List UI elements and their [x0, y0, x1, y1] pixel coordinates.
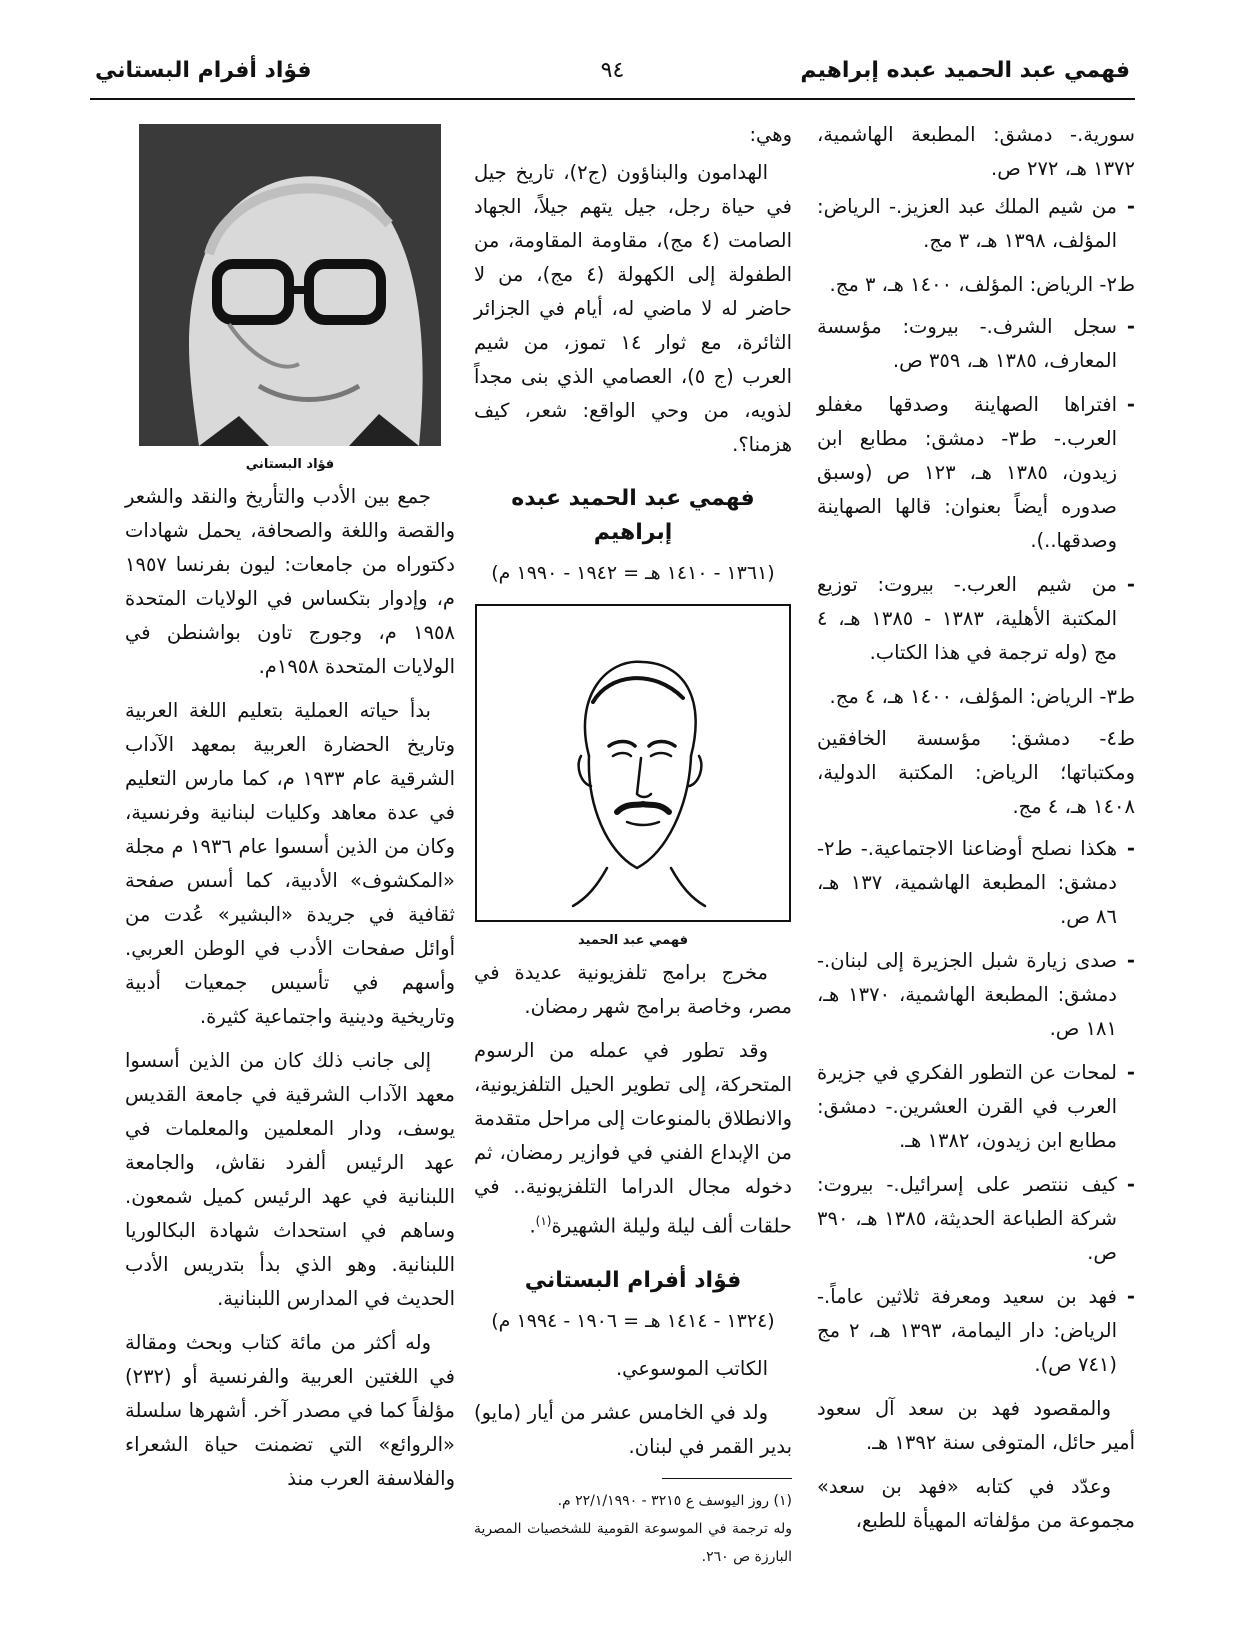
portrait-sketch-icon: [477, 606, 789, 920]
middle-column: [474, 118, 792, 1571]
bibliography-entry: - فهد بن سعيد ومعرفة ثلاثين عاماً.- الرياض: دار اليمامة، ١٣٩٣ هـ، ٢ مج (٧٤١ ص).: [817, 1280, 1135, 1382]
body-paragraph: ولد في الخامس عشر من أيار (مايو) بدير القمر في لبنان.: [474, 1400, 792, 1458]
bibliography-entry: - افتراها الصهاينة وصدقها مغفلو العرب.- ط٣- دمشق: مطابع ابن زيدون، ١٣٨٥ هـ، ١٢٣ ص (وسبق صدوره أيضاً بعنوان: قالها الصهاينة وصدقها..).: [817, 388, 1135, 558]
body-paragraph: والمقصود فهد بن سعد آل سعود أمير حائل، المتوفى سنة ١٣٩٢ هـ.: [817, 1397, 1135, 1454]
body-paragraph: وله أكثر من مائة كتاب وبحث ومقالة في اللغتين العربية والفرنسية أو (٢٣٢) مؤلفاً كما في مصدر آخر. أشهرها سلسلة «الروائع» التي تضمنت حياة الشعراء والفلاسفة العرب منذ: [125, 1331, 455, 1490]
portrait-photo-icon: [139, 124, 441, 446]
bibliography-entry: ط٤- دمشق: مؤسسة الخافقين ومكتباتها؛ الرياض: المكتبة الدولية، ١٤٠٨ هـ، ٤ مج.: [817, 727, 1135, 818]
page-number: ٩٤: [600, 58, 625, 83]
bibliography-entry: - من شيم الملك عبد العزيز.- الرياض: المؤلف، ١٣٩٨ هـ، ٣ مج.: [817, 190, 1135, 258]
body-paragraph: الكاتب الموسوعي.: [615, 1356, 768, 1380]
bibliography-entry: سورية.- دمشق: المطبعة الهاشمية، ١٣٧٢ هـ، ٢٧٢ ص.: [817, 123, 1135, 180]
body-paragraph: وعدّد في كتابه «فهد بن سعد» مجموعة من مؤلفاته المهيأة للطبع،: [817, 1475, 1135, 1532]
photograph-bustani: [139, 124, 441, 446]
bibliography-entry: ط٣- الرياض: المؤلف، ١٤٠٠ هـ، ٤ مج.: [829, 685, 1135, 708]
footnote-rule: [662, 1478, 792, 1479]
bibliography-entry: - لمحات عن التطور الفكري في جزيرة العرب في القرن العشرين.- دمشق: مطابع ابن زيدون، ١٣٨٢ هـ.: [817, 1056, 1135, 1158]
footnote-reference: (١): [535, 1214, 552, 1228]
footnote-line: روز اليوسف ع ٣٢١٥ - ٢٢/١/١٩٩٠ م.: [557, 1492, 770, 1509]
photo-caption-bustani: فؤاد البستاني: [245, 457, 335, 472]
footnote-line: وله ترجمة في الموسوعة القومية للشخصيات المصرية البارزة ص ٢٦٠.: [474, 1520, 792, 1565]
running-head-left-title: فؤاد أفرام البستاني: [95, 58, 312, 83]
works-intro: وهي:: [749, 123, 792, 146]
body-paragraph: بدأ حياته العملية بتعليم اللغة العربية وتاريخ الحضارة العربية بمعهد الآداب الشرقية عام ١٩٣٣ م، كما مارس التعليم في عدة معاهد وكليات لبنانية وفرنسية، وكان من الذين أسسوا عام ١٩٣٦ م مجلة «المكشوف» الأدبية، كما أسس صفحة ثقافية في جريدة «البشير» عُدت من أوائل صفحات الأدب في الوطن العربي. وأسهم في تأسيس جمعيات أدبية وتاريخية ودينية واجتماعية كثيرة.: [125, 699, 455, 1028]
body-paragraph: مخرج برامج تلفزيونية عديدة في مصر، وخاصة برامج شهر رمضان.: [474, 961, 792, 1018]
running-head-right-title: فهمي عبد الحميد عبده إبراهيم: [800, 58, 1130, 83]
header-rule: [90, 98, 1135, 100]
bibliography-entry: - كيف ننتصر على إسرائيل.- بيروت: شركة الطباعة الحديثة، ١٣٨٥ هـ، ٣٩٠ ص.: [817, 1168, 1135, 1270]
bibliography-entry: - من شيم العرب.- بيروت: توزيع المكتبة الأهلية، ١٣٨٣ - ١٣٨٥ هـ، ٤ مج (وله ترجمة في هذا الكتاب.: [817, 568, 1135, 670]
works-list: الهدامون والبناؤون (ج٢)، تاريخ جيل في حياة رجل، جيل يتهم جيلاً، الجهاد الصامت (٤ مج)، مقاومة المقاومة، من الطفولة إلى الكهولة (٤ مج)، من لا حاضر له لا ماضي له، أيام في الجزائر الثائرة، مع ثوار ١٤ تموز، من شيم العرب (ج ٥)، العصامي الذي بنى مجداً لذويه، من وحي الواقع: شعر، كيف هزمنا؟.: [474, 161, 792, 456]
footnote-number: (١): [773, 1492, 792, 1509]
body-paragraph: وقد تطور في عمله من الرسوم المتحركة، إلى تطوير الحيل التلفزيونية، والانطلاق بالمنوعات إلى مراحل متقدمة من الإبداع الفني في فوازير رمضان، ثم دخوله مجال الدراما التلفزيونية.. في حلقات ألف ليلة وليلة الشهيرة$^{(١)}$.: [474, 1039, 792, 1238]
bibliography-entry: - صدى زيارة شبل الجزيرة إلى لبنان.- دمشق: المطبعة الهاشمية، ١٣٧٠ هـ، ١٨١ ص.: [817, 944, 1135, 1046]
body-paragraph: جمع بين الأدب والتأريخ والنقد والشعر والقصة واللغة والصحافة، يحمل شهادات دكتوراه من جامعات: ليون بفرنسا ١٩٥٧ م، وإدوار بتكساس في الولايات المتحدة ١٩٥٨ م، وجورج تاون بواشنطن في الولايات المتحدة ١٩٥٨م.: [125, 485, 455, 678]
biography-dates-fahmi: (١٣٦١ - ١٤١٠ هـ = ١٩٤٢ - ١٩٩٠ م): [491, 562, 775, 584]
body-paragraph-text: وقد تطور في عمله من الرسوم المتحركة، إلى تطوير الحيل التلفزيونية، والانطلاق بالمنوعات إلى مراحل متقدمة من الإبداع الفني في فوازير رمضان، ثم دخوله مجال الدراما التلفزيونية.. في حلقات ألف ليلة وليلة الشهيرة: [474, 1039, 792, 1238]
body-paragraph: إلى جانب ذلك كان من الذين أسسوا معهد الآداب الشرقية في جامعة القديس يوسف، ودار المعلمين والمعلمات في عهد الرئيس ألفرد نقاش، والجامعة اللبنانية في عهد الرئيس كميل شمعون. وساهم في استحداث شهادة البكالوريا اللبنانية. وهو الذي بدأ بتدريس الأدب الحديث في المدارس اللبنانية.: [125, 1049, 455, 1310]
footnote: [474, 1487, 792, 1571]
portrait-caption-fahmi: فهمي عبد الحميد: [578, 933, 688, 948]
biography-heading-fahmi: فهمي عبد الحميد عبده إبراهيم: [511, 486, 755, 545]
right-column: [817, 118, 1135, 1548]
bibliography-entry: - هكذا نصلح أوضاعنا الاجتماعية.- ط٢- دمشق: المطبعة الهاشمية، ١٣٧ هـ، ٨٦ ص.: [817, 832, 1135, 934]
left-column: [125, 118, 455, 1506]
running-head: [95, 58, 1130, 98]
biography-heading-bustani: فؤاد أفرام البستاني: [524, 1267, 742, 1293]
bibliography-entry: ط٢- الرياض: المؤلف، ١٤٠٠ هـ، ٣ مج.: [829, 273, 1135, 296]
portrait-drawing-fahmi: [475, 604, 791, 922]
biography-dates-bustani: (١٣٢٤ - ١٤١٤ هـ = ١٩٠٦ - ١٩٩٤ م): [491, 1309, 775, 1332]
bibliography-entry: - سجل الشرف.- بيروت: مؤسسة المعارف، ١٣٨٥ هـ، ٣٥٩ ص.: [817, 310, 1135, 378]
